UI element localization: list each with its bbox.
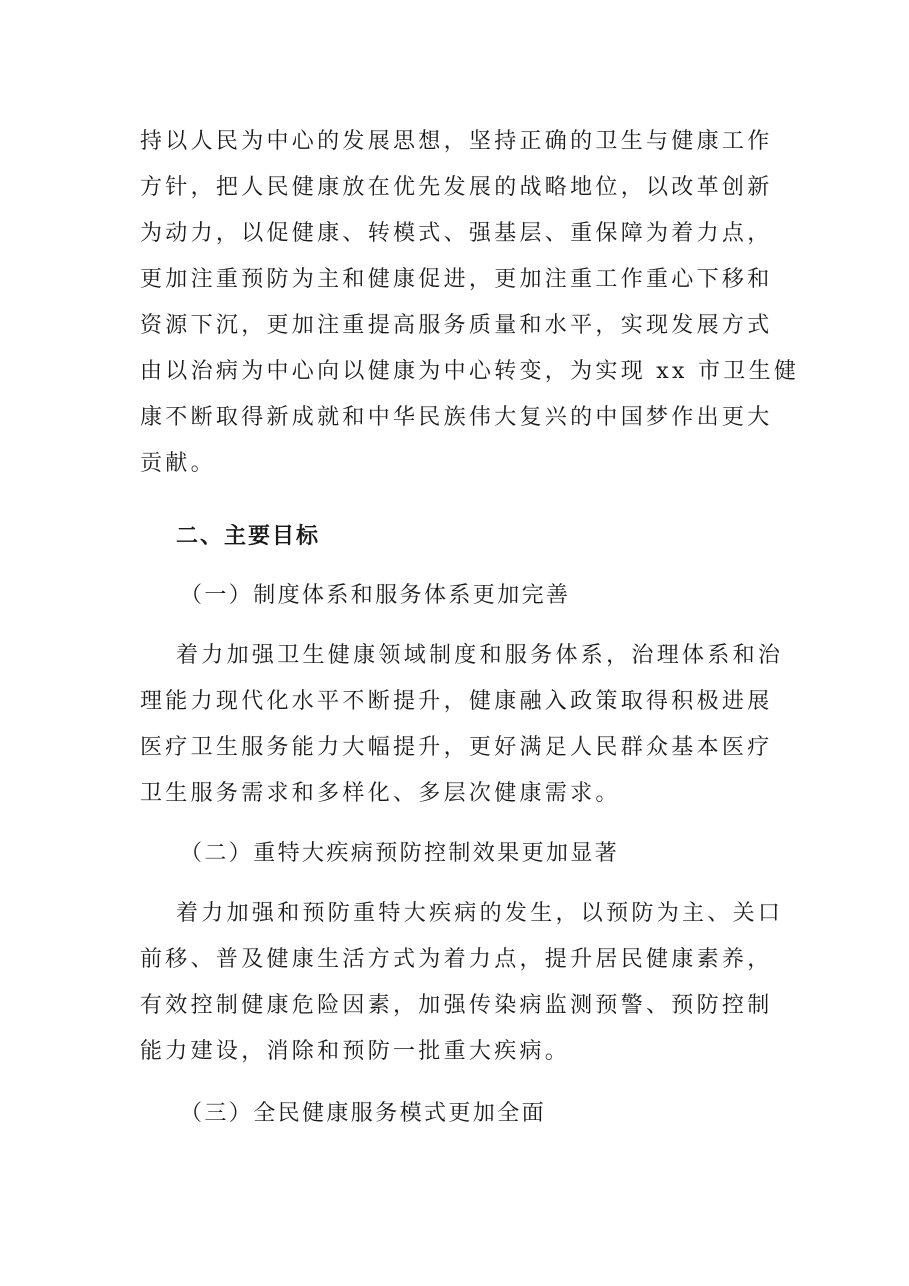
- paragraph-line: 康不断取得新成就和中华民族伟大复兴的中国梦作出更大: [140, 405, 773, 430]
- paragraph-line: 理能力现代化水平不断提升，健康融入政策取得积极进展: [140, 689, 773, 714]
- paragraph-line: 有效控制健康危险因素，加强传染病监测预警、预防控制: [140, 993, 773, 1018]
- paragraph-line: 着力加强卫生健康领域制度和服务体系，治理体系和治: [176, 643, 784, 668]
- paragraph-line: 贡献。: [140, 451, 216, 476]
- subsection-heading: （三）全民健康服务模式更加全面: [180, 1101, 547, 1126]
- paragraph-line: 持以人民为中心的发展思想，坚持正确的卫生与健康工作: [140, 129, 773, 154]
- paragraph-line: 医疗卫生服务能力大幅提升，更好满足人民群众基本医疗: [140, 735, 773, 760]
- paragraph-line: 更加注重预防为主和健康促进，更加注重工作重心下移和: [140, 267, 773, 292]
- paragraph-line: 为动力，以促健康、转模式、强基层、重保障为着力点，: [140, 221, 773, 246]
- section-heading: 二、主要目标: [176, 523, 321, 549]
- paragraph-line: 资源下沉，更加注重提高服务质量和水平，实现发展方式: [140, 313, 773, 338]
- subsection-heading: （二）重特大疾病预防控制效果更加显著: [180, 841, 620, 866]
- paragraph-line: 由以治病为中心向以健康为中心转变，为实现 xx 市卫生健: [140, 359, 800, 384]
- paragraph-line: 卫生服务需求和多样化、多层次健康需求。: [140, 781, 621, 806]
- paragraph-line: 方针，把人民健康放在优先发展的战略地位，以改革创新: [140, 175, 773, 200]
- subsection-heading: （一）制度体系和服务体系更加完善: [180, 583, 571, 608]
- paragraph-line: 前移、普及健康生活方式为着力点，提升居民健康素养，: [140, 947, 773, 972]
- paragraph-line: 能力建设，消除和预防一批重大疾病。: [140, 1039, 571, 1064]
- paragraph-line: 着力加强和预防重特大疾病的发生，以预防为主、关口: [176, 901, 784, 926]
